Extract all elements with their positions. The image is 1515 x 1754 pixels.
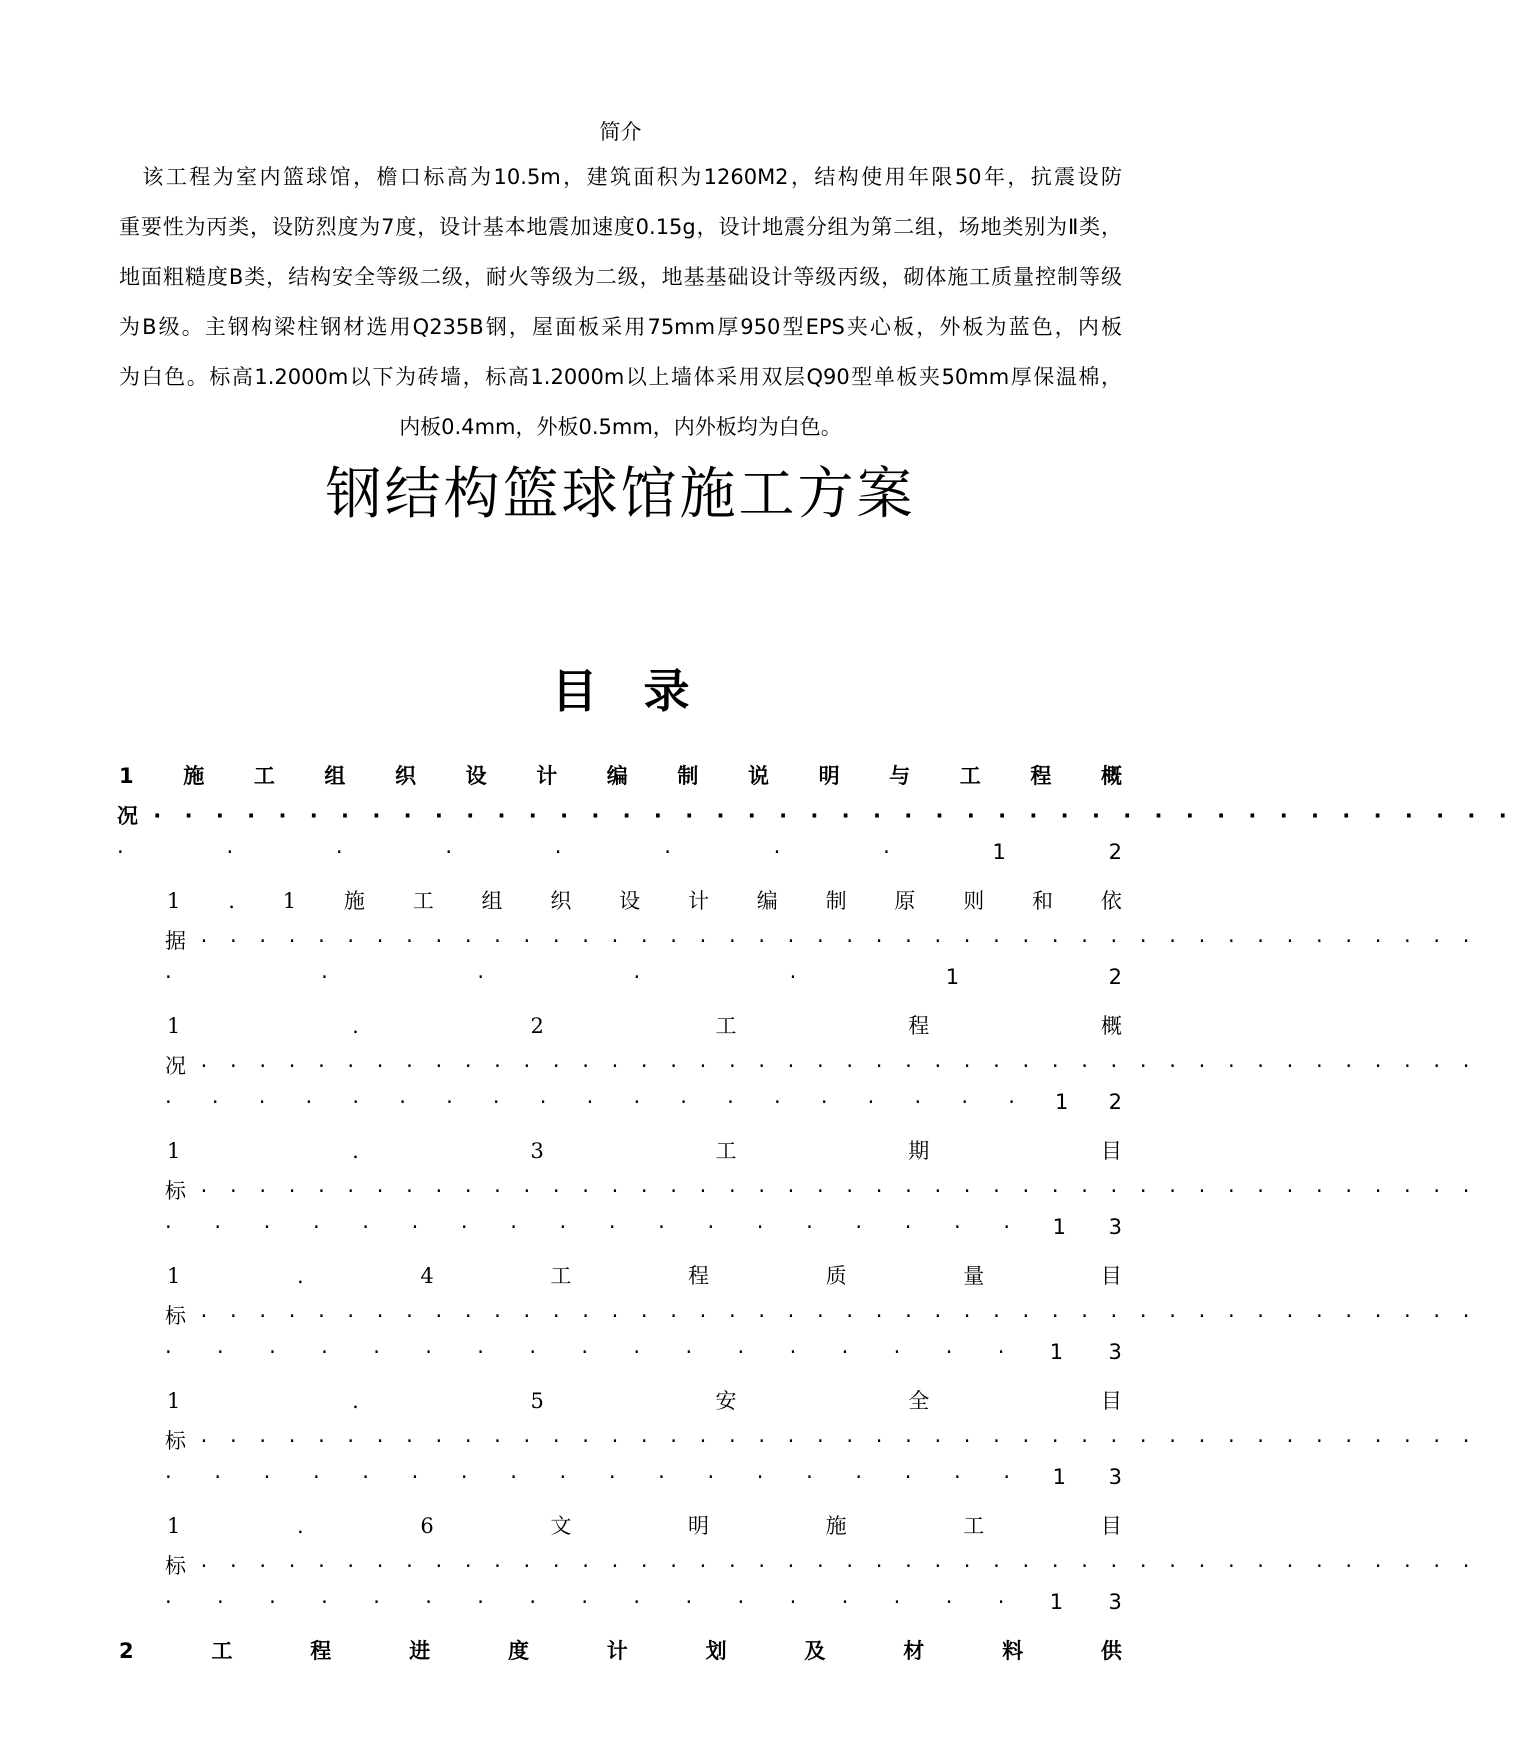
dot-leader: · bbox=[165, 1215, 172, 1239]
toc-entry-char: 则 bbox=[963, 889, 985, 913]
dot-leader: · · · · · · · · · · · · · · · · · · · · · · · · · · · · · · · · · · · · · · · · · · · · bbox=[186, 1554, 1478, 1578]
toc-entry-char: 标 bbox=[165, 1304, 186, 1328]
dot-leader: · bbox=[633, 1340, 641, 1364]
dot-leader: · bbox=[214, 1465, 221, 1489]
toc-entry-char: 明 bbox=[818, 764, 840, 788]
toc-page-line bbox=[165, 965, 1122, 989]
toc-entry-char: 施 bbox=[825, 1514, 847, 1538]
toc-entry[interactable] bbox=[119, 1635, 1122, 1665]
dot-leader: · bbox=[806, 1215, 813, 1239]
dot-leader: · · · · · · · · · · · · · · · · · · · · · · · · · · · · · · · · · · · · · · · · · · · · bbox=[186, 1179, 1478, 1203]
toc-entry[interactable] bbox=[167, 1260, 1122, 1290]
dot-leader: · bbox=[165, 1340, 172, 1364]
toc-page-line bbox=[165, 1590, 1122, 1614]
dot-leader: · bbox=[756, 1465, 764, 1489]
dot-leader: · bbox=[373, 1590, 380, 1614]
dot-leader: · bbox=[867, 1090, 875, 1114]
dot-leader: · bbox=[559, 1465, 567, 1489]
toc-entry-char: 程 bbox=[310, 1639, 332, 1663]
toc-entry-char: 文 bbox=[550, 1514, 572, 1538]
toc-entry-char: 据 bbox=[165, 929, 186, 953]
toc-entry-char: 4 bbox=[420, 1264, 434, 1288]
dot-leader: · bbox=[321, 965, 328, 989]
dot-leader: · bbox=[789, 1340, 797, 1364]
dot-leader: · bbox=[961, 1090, 969, 1114]
dot-leader: · bbox=[373, 1340, 380, 1364]
dot-leader: · bbox=[820, 1090, 828, 1114]
dot-leader: · bbox=[1008, 1090, 1015, 1114]
toc-entry-char: 程 bbox=[1030, 764, 1052, 788]
toc-entry-char: 工 bbox=[412, 889, 434, 913]
toc-entry-char: 及 bbox=[804, 1639, 826, 1663]
toc-page-line bbox=[165, 1465, 1122, 1489]
toc-entry-char: 况 bbox=[165, 1054, 186, 1078]
dot-leader: · bbox=[658, 1465, 665, 1489]
dot-leader: · bbox=[554, 840, 562, 864]
toc-entry-char: 1 bbox=[119, 764, 134, 788]
dot-leader: · bbox=[559, 1215, 567, 1239]
dot-leader: · bbox=[883, 840, 890, 864]
toc-entry-char: 制 bbox=[825, 889, 847, 913]
document-title: 钢结构篮球馆施工方案 bbox=[325, 462, 916, 527]
toc-entry-continuation bbox=[165, 1425, 1478, 1455]
toc-entry-char: 工 bbox=[715, 1139, 737, 1163]
toc-entry-char: 1 bbox=[167, 1014, 181, 1038]
dot-leader: · bbox=[756, 1215, 764, 1239]
toc-entry[interactable] bbox=[167, 885, 1122, 915]
dot-leader: · bbox=[269, 1590, 276, 1614]
dot-leader: · bbox=[269, 1340, 276, 1364]
dot-leader: · bbox=[1003, 1465, 1010, 1489]
intro-line: 该工程为室内篮球馆，檐口标高为10.5m，建筑面积为1260M2，结构使用年限50年，抗震设防 bbox=[119, 165, 1122, 189]
toc-entry[interactable] bbox=[167, 1010, 1122, 1040]
toc-entry-char: 程 bbox=[908, 1014, 930, 1038]
dot-leader: · bbox=[411, 1215, 419, 1239]
dot-leader: · bbox=[305, 1090, 313, 1114]
toc-entry-char: 施 bbox=[343, 889, 365, 913]
toc-page-line bbox=[165, 1090, 1122, 1114]
dot-leader: · bbox=[217, 1340, 224, 1364]
dot-leader: · bbox=[460, 1465, 468, 1489]
toc-entry-char: 量 bbox=[963, 1264, 985, 1288]
toc-entry[interactable] bbox=[167, 1510, 1122, 1540]
dot-leader: · bbox=[945, 1340, 953, 1364]
toc-entry-continuation bbox=[165, 1175, 1478, 1205]
dot-leader: · bbox=[539, 1090, 547, 1114]
toc-entry-char: 期 bbox=[908, 1139, 930, 1163]
dot-leader: · bbox=[685, 1590, 693, 1614]
dot-leader: · bbox=[312, 1215, 320, 1239]
toc-page-number: 1 bbox=[1052, 1215, 1066, 1239]
dot-leader: · bbox=[258, 1090, 266, 1114]
toc-entry-char: 划 bbox=[705, 1639, 727, 1663]
toc-entry[interactable] bbox=[119, 760, 1122, 790]
toc-entry-char: 制 bbox=[677, 764, 699, 788]
toc-page-number: 3 bbox=[1108, 1590, 1122, 1614]
dot-leader: · bbox=[226, 840, 234, 864]
dot-leader: · bbox=[425, 1340, 432, 1364]
toc-entry-char: . bbox=[352, 1014, 359, 1038]
toc-entry-continuation bbox=[165, 1550, 1478, 1580]
dot-leader: · bbox=[658, 1215, 665, 1239]
intro-heading: 简介 bbox=[599, 120, 642, 144]
dot-leader: · bbox=[904, 1465, 912, 1489]
dot-leader: · · · · · · · · · · · · · · · · · · · · · · · · · · · · · · · · · · · · · · · · · · · · bbox=[138, 804, 1515, 828]
toc-entry-char: 1 bbox=[167, 1139, 181, 1163]
toc-entry-char: 工 bbox=[550, 1264, 572, 1288]
toc-entry-char: 进 bbox=[409, 1639, 431, 1663]
toc-title: 目 录 bbox=[551, 664, 690, 718]
toc-entry-char: 3 bbox=[530, 1139, 544, 1163]
toc-entry-char: 标 bbox=[165, 1179, 186, 1203]
dot-leader: · bbox=[789, 965, 797, 989]
intro-line: 内板0.4mm，外板0.5mm，内外板均为白色。 bbox=[399, 415, 842, 439]
dot-leader: · bbox=[477, 965, 484, 989]
dot-leader: · bbox=[893, 1340, 901, 1364]
toc-entry-char: 计 bbox=[687, 889, 709, 913]
dot-leader: · bbox=[165, 1465, 172, 1489]
toc-entry-char: 料 bbox=[1002, 1639, 1024, 1663]
toc-entry-char: 工 bbox=[253, 764, 275, 788]
dot-leader: · bbox=[425, 1590, 432, 1614]
dot-leader: · bbox=[510, 1465, 517, 1489]
toc-entry-char: 安 bbox=[715, 1389, 737, 1413]
toc-entry-char: 概 bbox=[1100, 764, 1122, 788]
dot-leader: · bbox=[529, 1590, 537, 1614]
dot-leader: · bbox=[997, 1590, 1005, 1614]
dot-leader: · bbox=[352, 1090, 360, 1114]
dot-leader: · bbox=[263, 1465, 271, 1489]
toc-page-number: 1 bbox=[1049, 1340, 1064, 1364]
dot-leader: · bbox=[997, 1340, 1005, 1364]
toc-entry-char: 设 bbox=[465, 764, 487, 788]
dot-leader: · bbox=[477, 1590, 484, 1614]
dot-leader: · bbox=[945, 1590, 953, 1614]
toc-entry-char: 度 bbox=[507, 1639, 529, 1663]
toc-entry-char: 依 bbox=[1100, 889, 1122, 913]
toc-page-number: 1 bbox=[1049, 1590, 1064, 1614]
toc-entry-char: 工 bbox=[715, 1014, 737, 1038]
dot-leader: · bbox=[608, 1215, 616, 1239]
toc-entry-char: 工 bbox=[959, 764, 981, 788]
toc-entry-char: 1 bbox=[167, 1264, 181, 1288]
toc-entry-char: 目 bbox=[1100, 1389, 1122, 1413]
toc-page-number: 3 bbox=[1108, 1340, 1122, 1364]
dot-leader: · bbox=[165, 1590, 172, 1614]
intro-line: 地面粗糙度B类，结构安全等级二级，耐火等级为二级，地基基础设计等级丙级，砌体施工质量控制等级 bbox=[119, 265, 1122, 289]
intro-line: 为白色。标高1.2000m以下为砖墙，标高1.2000m以上墙体采用双层Q90型单板夹50mm厚保温棉， bbox=[119, 365, 1122, 389]
toc-page-line bbox=[165, 1215, 1122, 1239]
toc-entry[interactable] bbox=[167, 1135, 1122, 1165]
toc-entry-char: 目 bbox=[1100, 1264, 1122, 1288]
dot-leader: · bbox=[165, 1090, 172, 1114]
dot-leader: · · · · · · · · · · · · · · · · · · · · · · · · · · · · · · · · · · · · · · · · · · · · bbox=[186, 1429, 1478, 1453]
dot-leader: · bbox=[263, 1215, 271, 1239]
toc-entry-char: . bbox=[297, 1514, 304, 1538]
toc-entry-continuation bbox=[165, 1050, 1478, 1080]
dot-leader: · · · · · · · · · · · · · · · · · · · · · · · · · · · · · · · · · · · · · · · · · · · · bbox=[186, 1054, 1478, 1078]
toc-entry-char: 织 bbox=[550, 889, 572, 913]
dot-leader: · bbox=[737, 1590, 745, 1614]
toc-entry-char: 1 bbox=[167, 1389, 181, 1413]
toc-entry-char: 工 bbox=[211, 1639, 233, 1663]
dot-leader: · bbox=[321, 1340, 328, 1364]
dot-leader: · bbox=[399, 1090, 406, 1114]
dot-leader: · bbox=[445, 840, 452, 864]
dot-leader: · bbox=[727, 1090, 734, 1114]
toc-entry-char: 目 bbox=[1100, 1139, 1122, 1163]
toc-entry-char: 1 bbox=[282, 889, 297, 913]
toc-entry-char: 全 bbox=[908, 1389, 930, 1413]
toc-entry-char: 组 bbox=[324, 764, 346, 788]
dot-leader: · bbox=[707, 1215, 715, 1239]
dot-leader: · bbox=[529, 1340, 537, 1364]
toc-entry-char: 编 bbox=[606, 764, 628, 788]
dot-leader: · bbox=[211, 1090, 219, 1114]
intro-line: 重要性为丙类，设防烈度为7度，设计基本地震加速度0.15g，设计地震分组为第二组，场地类别为Ⅱ类， bbox=[119, 215, 1122, 239]
dot-leader: · bbox=[664, 840, 671, 864]
toc-page-number: 1 bbox=[992, 840, 1006, 864]
toc-entry-char: 目 bbox=[1100, 1514, 1122, 1538]
toc-entry-char: 6 bbox=[420, 1514, 434, 1538]
toc-entry-char: 2 bbox=[119, 1639, 134, 1663]
toc-entry-char: 质 bbox=[825, 1264, 847, 1288]
toc-entry-char: . bbox=[352, 1139, 359, 1163]
dot-leader: · bbox=[954, 1215, 961, 1239]
dot-leader: · bbox=[492, 1090, 500, 1114]
dot-leader: · bbox=[581, 1590, 589, 1614]
dot-leader: · bbox=[685, 1340, 693, 1364]
toc-page-number: 3 bbox=[1108, 1215, 1122, 1239]
toc-entry-char: 与 bbox=[889, 764, 911, 788]
toc-page-number: 1 bbox=[945, 965, 960, 989]
dot-leader: · bbox=[608, 1465, 616, 1489]
toc-entry-char: 供 bbox=[1100, 1639, 1122, 1663]
dot-leader: · bbox=[841, 1590, 849, 1614]
dot-leader: · bbox=[855, 1465, 863, 1489]
intro-paragraph bbox=[119, 160, 1122, 460]
dot-leader: · bbox=[165, 965, 172, 989]
dot-leader: · bbox=[904, 1215, 912, 1239]
toc-entry-char: 2 bbox=[530, 1014, 544, 1038]
toc-entry-char: . bbox=[228, 889, 235, 913]
toc-page-number: 2 bbox=[1108, 840, 1122, 864]
dot-leader: · · · · · · · · · · · · · · · · · · · · · · · · · · · · · · · · · · · · · · · · · · · · bbox=[186, 1304, 1478, 1328]
dot-leader: · bbox=[773, 840, 781, 864]
toc-entry-char: 标 bbox=[165, 1429, 186, 1453]
toc-entry-char: . bbox=[352, 1389, 359, 1413]
dot-leader: · bbox=[411, 1465, 419, 1489]
toc-entry-char: 标 bbox=[165, 1554, 186, 1578]
toc-page-number: 1 bbox=[1055, 1090, 1069, 1114]
toc-entry-char: 材 bbox=[903, 1639, 925, 1663]
dot-leader: · bbox=[312, 1465, 320, 1489]
dot-leader: · bbox=[954, 1465, 961, 1489]
toc-entry-continuation bbox=[117, 800, 1515, 830]
dot-leader: · bbox=[477, 1340, 484, 1364]
toc-page-number: 2 bbox=[1108, 1090, 1122, 1114]
toc-entry-char: 设 bbox=[619, 889, 641, 913]
dot-leader: · bbox=[446, 1090, 453, 1114]
dot-leader: · bbox=[1003, 1215, 1010, 1239]
dot-leader: · bbox=[633, 965, 641, 989]
toc-entry-char: 1 bbox=[167, 889, 181, 913]
dot-leader: · bbox=[680, 1090, 687, 1114]
toc-entry-char: 况 bbox=[117, 804, 138, 828]
toc-page-number: 1 bbox=[1052, 1465, 1066, 1489]
toc-entry-char: 工 bbox=[963, 1514, 985, 1538]
dot-leader: · bbox=[806, 1465, 813, 1489]
dot-leader: · bbox=[362, 1465, 369, 1489]
toc-entry-char: 5 bbox=[530, 1389, 544, 1413]
toc-entry-char: 组 bbox=[481, 889, 503, 913]
dot-leader: · bbox=[789, 1590, 797, 1614]
dot-leader: · bbox=[855, 1215, 863, 1239]
dot-leader: · bbox=[217, 1590, 224, 1614]
toc-entry-char: 概 bbox=[1100, 1014, 1122, 1038]
toc-entry-char: . bbox=[297, 1264, 304, 1288]
dot-leader: · bbox=[841, 1340, 849, 1364]
toc-entry-char: 程 bbox=[688, 1264, 709, 1288]
dot-leader: · bbox=[914, 1090, 922, 1114]
dot-leader: · bbox=[321, 1590, 328, 1614]
toc-page-number: 3 bbox=[1108, 1465, 1122, 1489]
toc-page-number: 2 bbox=[1108, 965, 1122, 989]
dot-leader: · bbox=[633, 1590, 641, 1614]
dot-leader: · bbox=[707, 1465, 715, 1489]
toc-entry-char: 说 bbox=[747, 764, 769, 788]
toc-page-line bbox=[165, 1340, 1122, 1364]
dot-leader: · bbox=[633, 1090, 641, 1114]
dot-leader: · bbox=[586, 1090, 594, 1114]
toc-entry-char: 明 bbox=[688, 1514, 709, 1538]
dot-leader: · bbox=[893, 1590, 901, 1614]
toc-entry-char: 和 bbox=[1032, 889, 1053, 913]
toc-entry-char: 施 bbox=[183, 764, 205, 788]
toc-entry-char: 1 bbox=[167, 1514, 181, 1538]
dot-leader: · bbox=[362, 1215, 369, 1239]
dot-leader: · bbox=[335, 840, 343, 864]
dot-leader: · bbox=[460, 1215, 468, 1239]
toc-entry-continuation bbox=[165, 925, 1478, 955]
dot-leader: · bbox=[581, 1340, 589, 1364]
toc-entry-char: 织 bbox=[395, 764, 416, 788]
toc-page-line bbox=[117, 840, 1122, 864]
toc-entry[interactable] bbox=[167, 1385, 1122, 1415]
intro-line: 为B级。主钢构梁柱钢材选用Q235B钢，屋面板采用75mm厚950型EPS夹心板，外板为蓝色，内板 bbox=[119, 315, 1122, 339]
dot-leader: · bbox=[510, 1215, 517, 1239]
toc-entry-char: 计 bbox=[606, 1639, 628, 1663]
dot-leader: · bbox=[214, 1215, 221, 1239]
toc-entry-char: 编 bbox=[756, 889, 778, 913]
toc-entry-char: 原 bbox=[894, 889, 916, 913]
dot-leader: · · · · · · · · · · · · · · · · · · · · · · · · · · · · · · · · · · · · · · · · · · · · bbox=[186, 929, 1478, 953]
dot-leader: · bbox=[737, 1340, 745, 1364]
dot-leader: · bbox=[117, 840, 124, 864]
toc-entry-continuation bbox=[165, 1300, 1478, 1330]
dot-leader: · bbox=[773, 1090, 781, 1114]
toc-entry-char: 计 bbox=[536, 764, 558, 788]
